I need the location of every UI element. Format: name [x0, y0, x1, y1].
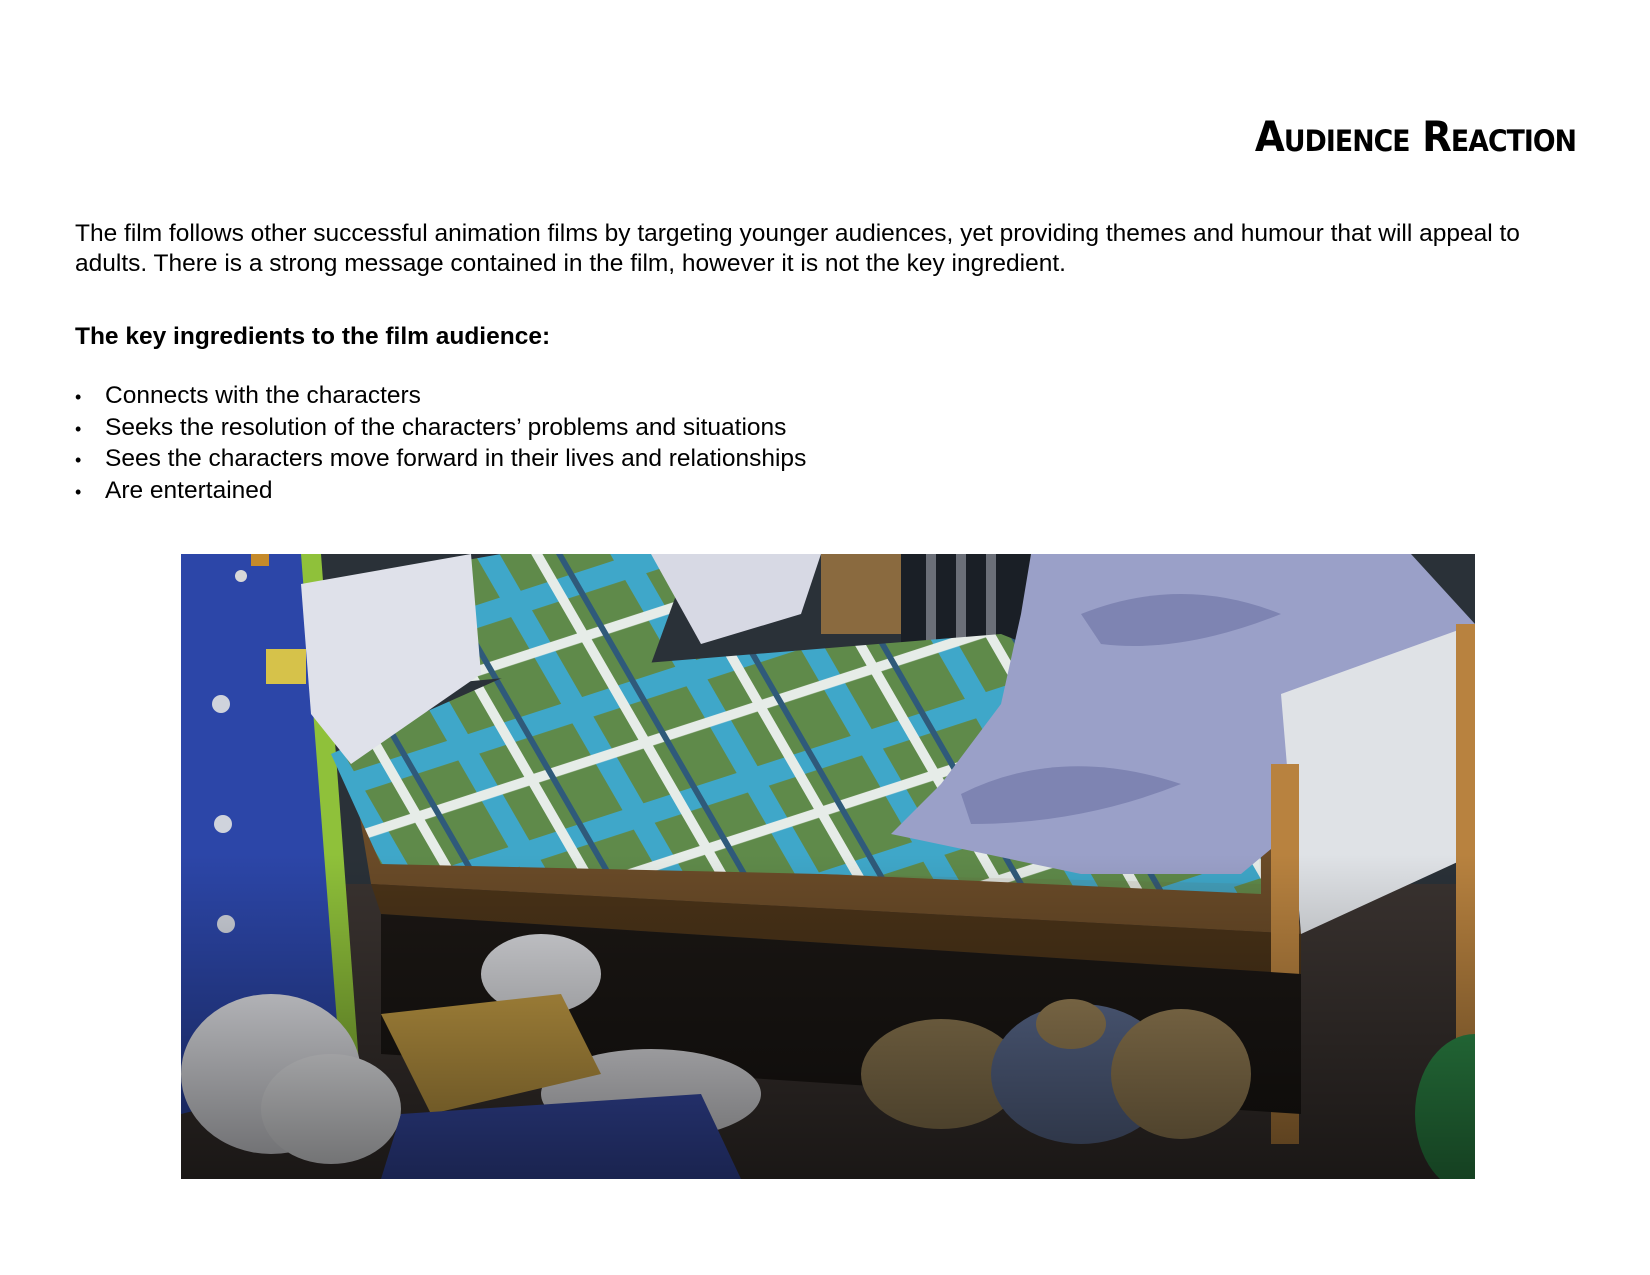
bedroom-photo-illustration: [181, 554, 1475, 1179]
bullet-icon: •: [75, 481, 82, 502]
bullet-icon: •: [75, 418, 82, 439]
bullet-icon: •: [75, 387, 82, 407]
list-item: • Sees the characters move forward in their lives and relationships: [75, 444, 806, 476]
page-title: Audience Reaction: [1254, 112, 1576, 161]
list-item: • Connects with the characters: [75, 381, 806, 413]
ingredients-heading: The key ingredients to the film audience:: [75, 323, 551, 350]
list-item: • Are entertained: [75, 476, 806, 508]
bedroom-photo: [181, 554, 1475, 1179]
bullet-icon: •: [75, 450, 82, 470]
intro-paragraph: The film follows other successful animation films by targeting younger audiences, yet providing themes and humour that will appeal to adults. There is a strong message contained in the film, however it is not the key ingredient.: [75, 220, 1520, 277]
ingredients-list: [75, 381, 806, 507]
list-item: • Seeks the resolution of the characters’ problems and situations: [75, 413, 806, 445]
